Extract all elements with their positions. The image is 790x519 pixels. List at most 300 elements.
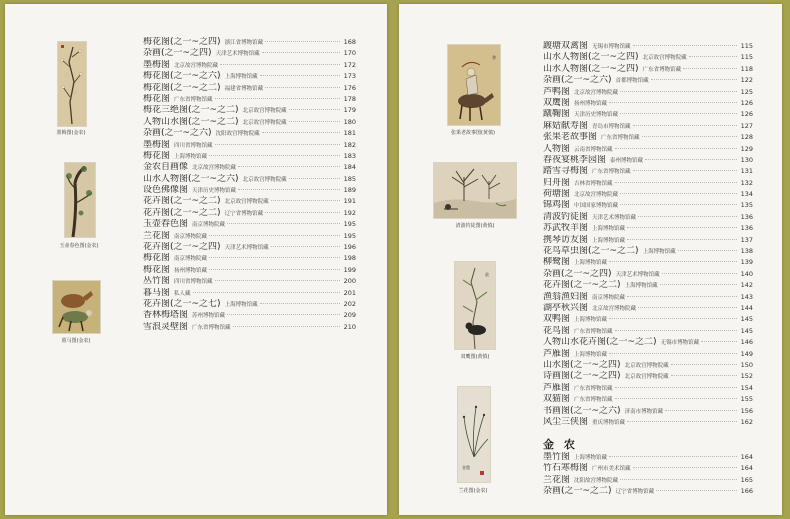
toc-entry: [543, 178, 753, 189]
entry-source: 沈阳故宫博物院藏: [574, 477, 619, 484]
entry-title: 墨梅图: [143, 59, 171, 70]
entry-source: 北京故宫博物院藏: [224, 199, 269, 206]
entry-page-number: 164: [740, 464, 753, 473]
entry-source: 无锡市博物馆藏: [660, 340, 700, 347]
entry-source: 北京故宫博物院藏: [624, 362, 669, 369]
toc-entry: [143, 288, 356, 299]
fishing-painting-thumbnail: [433, 162, 517, 219]
toc-entry: [543, 41, 753, 52]
left-table-of-contents: [143, 37, 356, 333]
entry-source: 上海博物馆藏: [624, 283, 658, 290]
entry-page-number: 166: [740, 487, 753, 496]
entry-title: 梅花图: [143, 264, 171, 275]
entry-source: 广东省博物馆藏: [192, 324, 231, 331]
entry-title: 兰花图: [143, 230, 171, 241]
toc-entry: [143, 276, 356, 287]
dot-leader: [262, 132, 340, 133]
entry-page-number: 168: [343, 38, 356, 46]
toc-entry: [543, 87, 753, 98]
section-header-jin-nong: 金 农: [543, 438, 578, 451]
entry-source: 北京故宫博物院藏: [192, 165, 237, 172]
orchid-painting-thumbnail: [457, 386, 491, 483]
entry-page-number: 199: [343, 265, 356, 274]
svg-text:款: 款: [485, 272, 489, 277]
plum-painting-caption: 墨梅图(金农): [56, 130, 86, 136]
dot-leader: [633, 170, 737, 171]
entry-source: 四川省博物馆藏: [174, 142, 213, 149]
toc-entry: [543, 406, 753, 417]
dot-leader: [620, 479, 737, 480]
toc-entry: [543, 269, 753, 280]
toc-entry: [543, 292, 753, 303]
dot-leader: [615, 148, 737, 149]
toc-entry: [543, 223, 753, 234]
entry-title: 山水图(之一~之四): [543, 359, 621, 370]
entry-source: 南京博物院藏: [174, 256, 208, 263]
entry-page-number: 136: [740, 224, 753, 233]
entry-page-number: 192: [343, 208, 356, 217]
dot-leader: [615, 387, 737, 388]
entry-page-number: 132: [740, 178, 753, 187]
entry-source: 上海博物馆藏: [574, 317, 608, 324]
entry-source: 北京故宫博物院藏: [592, 305, 637, 312]
toc-entry: [543, 486, 753, 497]
dot-leader: [671, 375, 737, 376]
entry-title: 芦雁图: [543, 348, 571, 359]
entry-page-number: 135: [740, 201, 753, 210]
entry-source: 天津历史博物馆藏: [574, 112, 619, 119]
entry-page-number: 172: [343, 60, 356, 69]
dot-leader: [620, 91, 737, 92]
entry-page-number: 152: [740, 372, 753, 381]
dot-leader: [289, 109, 340, 110]
entry-title: 梅花图: [143, 93, 171, 104]
entry-page-number: 137: [740, 235, 753, 244]
entry-title: 人物山水图(之一~之二): [143, 116, 239, 127]
dot-leader: [662, 273, 737, 274]
jin-nong-section-contents: [543, 452, 753, 498]
entry-page-number: 185: [343, 174, 356, 183]
entry-source: 北京故宫博物院藏: [242, 176, 287, 183]
entry-source: 上海博物馆藏: [174, 153, 208, 160]
dot-leader: [615, 182, 737, 183]
entry-title: 踏雪寻梅图: [543, 166, 589, 177]
entry-page-number: 126: [740, 98, 753, 107]
dot-leader: [609, 456, 737, 457]
entry-page-number: 122: [740, 76, 753, 85]
entry-source: 扬州博物馆藏: [574, 100, 608, 107]
entry-page-number: 189: [343, 186, 356, 195]
entry-page-number: 139: [740, 258, 753, 267]
entry-page-number: 165: [740, 475, 753, 484]
toc-entry: [543, 246, 753, 257]
entry-source: 济南市博物馆藏: [624, 408, 664, 415]
entry-title: 梅花图: [143, 150, 171, 161]
entry-title: 花卉图(之一~之二): [543, 280, 621, 291]
toc-entry: [543, 371, 753, 382]
entry-title: 山水人物图(之一~之六): [143, 173, 239, 184]
entry-title: 山水人物图(之一~之四): [543, 63, 639, 74]
entry-page-number: 195: [343, 220, 356, 229]
entry-source: 辽宁省博物馆藏: [615, 489, 655, 496]
horse-painting-thumbnail: [52, 280, 101, 334]
toc-entry: [143, 117, 356, 128]
dot-leader: [633, 467, 737, 468]
toc-entry: [143, 219, 356, 230]
entry-title: 丛竹图: [143, 276, 171, 287]
toc-entry: [543, 280, 753, 291]
toc-entry: [143, 140, 356, 151]
entry-source: 北京故宫博物院藏: [242, 108, 287, 115]
dot-leader: [620, 113, 737, 114]
entry-page-number: 155: [740, 395, 753, 404]
dot-leader: [238, 189, 340, 190]
dot-leader: [271, 246, 340, 247]
entry-title: 蹴鞠图: [543, 109, 571, 120]
entry-page-number: 184: [343, 163, 356, 172]
entry-title: 诗画图(之一~之四): [543, 371, 621, 382]
entry-title: 花卉图(之一~之七): [143, 298, 221, 309]
dot-leader: [627, 227, 737, 228]
dot-leader: [238, 166, 340, 167]
entry-source: 上海博物馆藏: [592, 226, 626, 233]
toc-entry: [543, 75, 753, 86]
dot-leader: [627, 296, 737, 297]
entry-page-number: 125: [740, 87, 753, 96]
entry-title: 春夜宴桃李园图: [543, 154, 607, 165]
entry-page-number: 182: [343, 140, 356, 149]
entry-source: 广东省博物馆藏: [174, 96, 213, 103]
entry-page-number: 138: [740, 247, 753, 256]
entry-source: 南京博物院藏: [592, 294, 626, 301]
entry-title: 双猫图: [543, 394, 571, 405]
entry-page-number: 200: [343, 277, 356, 286]
toc-entry: [543, 64, 753, 75]
entry-title: 芦雁图: [543, 382, 571, 393]
dot-leader: [215, 280, 340, 281]
entry-source: 北京故宫博物院藏: [574, 192, 619, 199]
entry-title: 芦鸭图: [543, 86, 571, 97]
entry-title: 梅花图: [143, 253, 171, 264]
dot-leader: [678, 250, 737, 251]
entry-title: 苏武牧羊图: [543, 223, 589, 234]
entry-title: 锦鸡图: [543, 200, 571, 211]
toc-entry: [543, 200, 753, 211]
entry-title: 杂画(之一~之四): [543, 268, 612, 279]
entry-page-number: 179: [343, 106, 356, 115]
entry-page-number: 191: [343, 197, 356, 206]
dot-leader: [227, 314, 340, 315]
dot-leader: [638, 307, 737, 308]
entry-title: 花卉图(之一~之四): [143, 242, 221, 253]
entry-title: 双鸭图: [543, 314, 571, 325]
dot-leader: [265, 212, 340, 213]
entry-title: 梅花图(之一~之二): [143, 82, 221, 93]
toc-entry: [543, 121, 753, 132]
dot-leader: [615, 330, 737, 331]
entry-source: 上海博物馆藏: [574, 351, 608, 358]
entry-source: 南京博物院藏: [174, 233, 208, 240]
entry-title: 书画图(之一~之六): [543, 405, 621, 416]
entry-page-number: 145: [740, 326, 753, 335]
entry-source: 广东省博物馆藏: [574, 385, 613, 392]
toc-entry: [543, 303, 753, 314]
entry-source: 中国国家博物馆藏: [574, 203, 619, 210]
entry-title: 雪浪灵壁图: [143, 321, 189, 332]
entry-page-number: 181: [343, 129, 356, 138]
entry-page-number: 195: [343, 231, 356, 240]
svg-text:金農: 金農: [462, 465, 470, 470]
entry-title: 踱塘双禽图: [543, 41, 589, 51]
toc-entry: [143, 162, 356, 173]
right-table-of-contents: [543, 41, 753, 428]
dot-leader: [642, 136, 737, 137]
entry-source: 上海博物馆藏: [592, 237, 626, 244]
dot-leader: [656, 490, 737, 491]
entry-page-number: 146: [740, 338, 753, 347]
dot-leader: [215, 144, 340, 145]
entry-source: 重庆博物馆藏: [592, 419, 626, 426]
toc-entry: [543, 417, 753, 428]
entry-title: 人物山水花卉图(之一~之二): [543, 337, 657, 348]
dot-leader: [638, 216, 737, 217]
entry-title: 设色佛像图: [143, 185, 189, 196]
entry-title: 花卉图(之一~之二): [143, 207, 221, 218]
dot-leader: [227, 223, 340, 224]
entry-page-number: 154: [740, 383, 753, 392]
dot-leader: [633, 45, 737, 46]
entry-title: 归舟图: [543, 177, 571, 188]
dot-leader: [620, 193, 737, 194]
entry-page-number: 115: [740, 53, 753, 62]
dot-leader: [633, 125, 737, 126]
dot-leader: [265, 41, 340, 42]
entry-page-number: 115: [740, 42, 753, 50]
dot-leader: [209, 269, 340, 270]
dot-leader: [609, 102, 737, 103]
toc-entry: [543, 52, 753, 63]
entry-source: 四川省博物馆藏: [174, 279, 213, 286]
toc-entry: [143, 196, 356, 207]
entry-page-number: 134: [740, 190, 753, 199]
entry-source: 上海博物馆藏: [642, 249, 676, 256]
entry-source: 天津艺术博物馆藏: [224, 245, 269, 252]
entry-title: 携琴访友图: [543, 234, 589, 245]
dot-leader: [209, 235, 340, 236]
dot-leader: [701, 341, 737, 342]
entry-title: 杂画(之一~之六): [143, 128, 212, 139]
entry-title: 竹石寒梅图: [543, 463, 589, 474]
entry-page-number: 183: [343, 151, 356, 160]
toc-entry: [143, 151, 356, 162]
dot-leader: [651, 79, 737, 80]
entry-source: 上海博物馆藏: [574, 260, 608, 267]
entry-source: 浙江省博物馆藏: [224, 40, 264, 46]
dot-leader: [615, 398, 737, 399]
entry-source: 南京博物院藏: [192, 222, 226, 229]
dot-leader: [233, 326, 340, 327]
toc-entry: [143, 83, 356, 94]
dot-leader: [645, 159, 737, 160]
toc-entry: [543, 394, 753, 405]
toc-entry: [143, 37, 356, 48]
entry-title: 荷塘图: [543, 189, 571, 200]
entry-page-number: 209: [343, 311, 356, 320]
entry-page-number: 143: [740, 292, 753, 301]
entry-page-number: 129: [740, 144, 753, 153]
dot-leader: [660, 284, 737, 285]
entry-title: 梅花图(之一~之六): [143, 71, 221, 82]
entry-title: 墨梅图: [143, 139, 171, 150]
entry-title: 花鸟草虫图(之一~之二): [543, 246, 639, 257]
dot-leader: [689, 56, 737, 57]
dot-leader: [209, 257, 340, 258]
dot-leader: [220, 64, 340, 65]
entry-page-number: 149: [740, 349, 753, 358]
dot-leader: [289, 178, 340, 179]
entry-title: 麻姑献寿图: [543, 120, 589, 131]
toc-entry: [143, 322, 356, 333]
entry-page-number: 201: [343, 288, 356, 297]
entry-page-number: 144: [740, 303, 753, 312]
plum-painting-thumbnail: [57, 41, 87, 127]
entry-title: 湖亭秋兴图: [543, 302, 589, 313]
toc-entry: [543, 463, 753, 474]
dot-leader: [193, 292, 340, 293]
entry-source: 广东省博物馆藏: [642, 66, 682, 73]
entry-source: 广东省博物馆藏: [574, 397, 613, 404]
entry-title: 兰花图: [543, 474, 571, 485]
entry-source: 苏州博物馆藏: [192, 313, 226, 320]
dot-leader: [289, 121, 340, 122]
toc-entry: [143, 265, 356, 276]
entry-source: 广东省博物馆藏: [592, 169, 631, 176]
dot-leader: [265, 87, 340, 88]
entry-page-number: 180: [343, 117, 356, 126]
dot-leader: [215, 98, 340, 99]
dot-leader: [260, 303, 340, 304]
dot-leader: [209, 155, 340, 156]
entry-page-number: 170: [343, 49, 356, 58]
entry-title: 暮马图: [143, 287, 171, 298]
toc-entry: [143, 128, 356, 139]
entry-source: 云南省博物馆藏: [574, 146, 613, 153]
toc-entry: [543, 383, 753, 394]
entry-title: 杂画(之一~之六): [543, 75, 612, 86]
entry-title: 墨竹图: [543, 452, 571, 462]
entry-title: 杂画(之一~之四): [143, 48, 212, 59]
dot-leader: [627, 421, 737, 422]
tree-painting-caption: 玉壶春色图(金农): [59, 243, 99, 249]
toc-entry: [543, 475, 753, 486]
entry-source: 北京故宫博物院藏: [242, 119, 287, 126]
toc-entry: [543, 189, 753, 200]
entry-source: 北京故宫博物院藏: [624, 374, 669, 381]
toc-entry: [543, 235, 753, 246]
entry-page-number: 118: [740, 64, 753, 73]
dot-leader: [671, 364, 737, 365]
dot-leader: [620, 204, 737, 205]
entry-page-number: 162: [740, 417, 753, 426]
dot-leader: [609, 353, 737, 354]
toc-entry: [543, 109, 753, 120]
entry-source: 辽宁省博物馆藏: [224, 210, 264, 217]
zhang-guolao-painting-thumbnail: [447, 44, 501, 126]
toc-entry: [143, 253, 356, 264]
entry-page-number: 127: [740, 121, 753, 130]
entry-source: 上海博物馆藏: [224, 301, 258, 308]
entry-title: 风尘三侠图: [543, 416, 589, 427]
entry-source: 福建省博物馆藏: [224, 85, 264, 92]
entry-source: 无锡市博物馆藏: [592, 44, 631, 50]
dot-leader: [260, 75, 340, 76]
horse-painting-caption: 暮马图(金农): [61, 338, 91, 344]
dot-leader: [609, 318, 737, 319]
entry-page-number: 202: [343, 299, 356, 308]
left-page: [5, 4, 387, 515]
toc-entry: [143, 71, 356, 82]
entry-title: 清波钓徒图: [543, 211, 589, 222]
zhang-guolao-caption: 张果老故事图(黄慎): [451, 130, 495, 136]
entry-page-number: 164: [740, 453, 753, 461]
entry-source: 首都博物馆藏: [615, 78, 649, 85]
entry-source: 天津艺术博物馆藏: [592, 214, 637, 221]
entry-source: 广东省博物馆藏: [574, 328, 613, 335]
entry-page-number: 156: [740, 406, 753, 415]
entry-page-number: 142: [740, 281, 753, 290]
toc-entry: [543, 360, 753, 371]
eagle-painting-caption: 双鹰图(黄慎): [460, 354, 490, 360]
entry-page-number: 198: [343, 254, 356, 263]
entry-page-number: 196: [343, 243, 356, 252]
entry-title: 人物图: [543, 143, 571, 154]
toc-entry: [543, 212, 753, 223]
svg-text:書: 書: [492, 55, 496, 60]
toc-entry: [143, 208, 356, 219]
entry-page-number: 210: [343, 322, 356, 331]
toc-entry: [543, 452, 753, 463]
entry-source: 扬州博物馆藏: [174, 267, 208, 274]
entry-title: 张果老故事图: [543, 132, 598, 143]
entry-title: 杂画(之一~之二): [543, 486, 612, 497]
entry-title: 香林梅塔图: [143, 310, 189, 321]
entry-source: 泰州博物馆藏: [610, 157, 644, 164]
entry-page-number: 176: [343, 83, 356, 92]
toc-entry: [143, 299, 356, 310]
entry-source: 青岛市博物馆藏: [592, 123, 631, 130]
dot-leader: [665, 410, 737, 411]
toc-entry: [143, 60, 356, 71]
entry-page-number: 178: [343, 94, 356, 103]
toc-entry: [543, 155, 753, 166]
entry-source: 广州市美术馆藏: [592, 466, 631, 473]
entry-page-number: 150: [740, 360, 753, 369]
entry-title: 梅花三绝图(之一~之二): [143, 105, 239, 116]
entry-source: 天津艺术博物馆藏: [215, 51, 260, 58]
toc-entry: [143, 231, 356, 242]
entry-title: 金农自画像: [143, 162, 189, 173]
entry-page-number: 130: [740, 155, 753, 164]
toc-entry: [543, 349, 753, 360]
orchid-painting-caption: 兰花图(金农): [458, 488, 488, 494]
toc-entry: [543, 326, 753, 337]
entry-title: 渔翁渔妇图: [543, 291, 589, 302]
entry-title: 玉壶春色图: [143, 219, 189, 230]
toc-entry: [143, 310, 356, 321]
entry-source: 北京故宫博物院藏: [574, 89, 619, 96]
toc-entry: [543, 144, 753, 155]
toc-entry: [143, 105, 356, 116]
